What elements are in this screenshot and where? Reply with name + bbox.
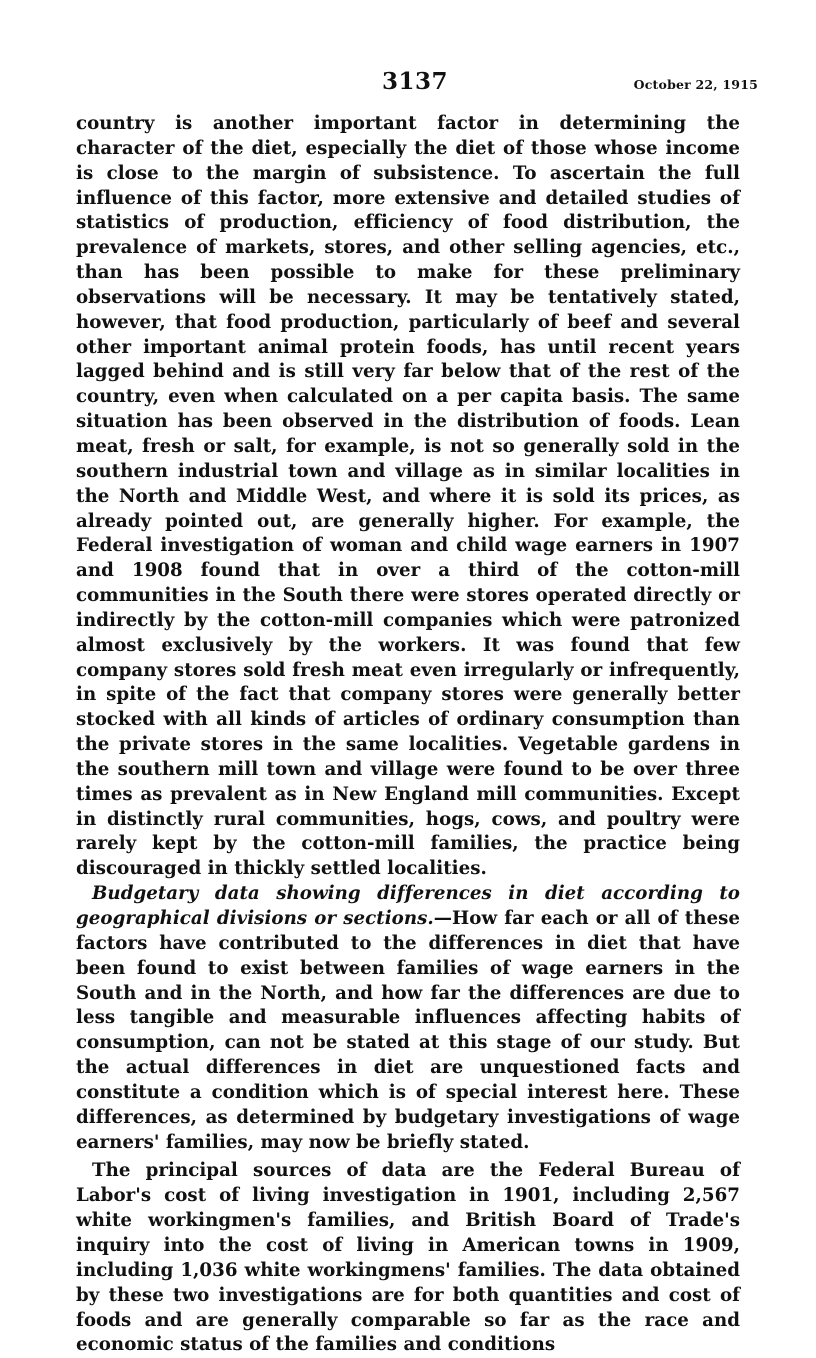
paragraph-budgetary-body: —How far each or all of these factors have contributed to the differences in diet that have been found to exist between families of wage earners in the South and in the North, and how far the differences are due to less tangible and measurable influences affecting habits of consumption, can not be stated at this stage of our study. But the actual differences in diet are unquestioned facts and constitute a condition which is of special interest here. These differences, as determined by budgetary investigations of wage earners' families, may now be briefly stated. xyxy=(76,908,740,1153)
page-header xyxy=(0,68,816,98)
page-number: 3137 xyxy=(382,68,449,95)
paragraph-budgetary-data xyxy=(76,882,740,1155)
issue-date: October 22, 1915 xyxy=(633,77,758,92)
article-body xyxy=(76,112,740,1358)
paragraph-country-factor: country is another important factor in determining the character of the diet, especially the diet of those whose income is close to the margin of subsistence. To ascertain the full influence of this factor, more extensive and detailed studies of statistics of production, efficiency of food distribution, the prevalence of markets, stores, and other selling agencies, etc., than has been possible to make for these preliminary observations will be necessary. It may be tentatively stated, however, that food production, particularly of beef and several other important animal protein foods, has until recent years lagged behind and is still very far below that of the rest of the country, even when calculated on a per capita basis. The same situation has been observed in the distribution of foods. Lean meat, fresh or salt, for example, is not so generally sold in the southern industrial town and village as in similar localities in the North and Middle West, and where it is sold its prices, as already pointed out, are generally higher. For example, the Federal investigation of woman and child wage earners in 1907 and 1908 found that in over a third of the cotton-mill communities in the South there were stores operated directly or indirectly by the cotton-mill companies which were patronized almost exclusively by the workers. It was found that few company stores sold fresh meat even irregularly or infrequently, in spite of the fact that company stores were generally better stocked with all kinds of articles of ordinary consumption than the private stores in the same localities. Vegetable gardens in the southern mill town and village were found to be over three times as prevalent as in New England mill communities. Except in distinctly rural communities, hogs, cows, and poultry were rarely kept by the cotton-mill families, the practice being discouraged in thickly settled localities. xyxy=(76,113,740,880)
paragraph-data-sources: The principal sources of data are the Federal Bureau of Labor's cost of living investigation in 1901, including 2,567 white workingmen's families, and British Board of Trade's inquiry into the cost of living in American towns in 1909, including 1,036 white workingmens' families. The data obtained by these two investigations are for both quantities and cost of foods and are generally comparable so far as the race and economic status of the families and conditions xyxy=(76,1160,740,1356)
run-in-heading: Budgetary data showing differences in diet according to geographical divisions or sections. xyxy=(76,883,740,929)
